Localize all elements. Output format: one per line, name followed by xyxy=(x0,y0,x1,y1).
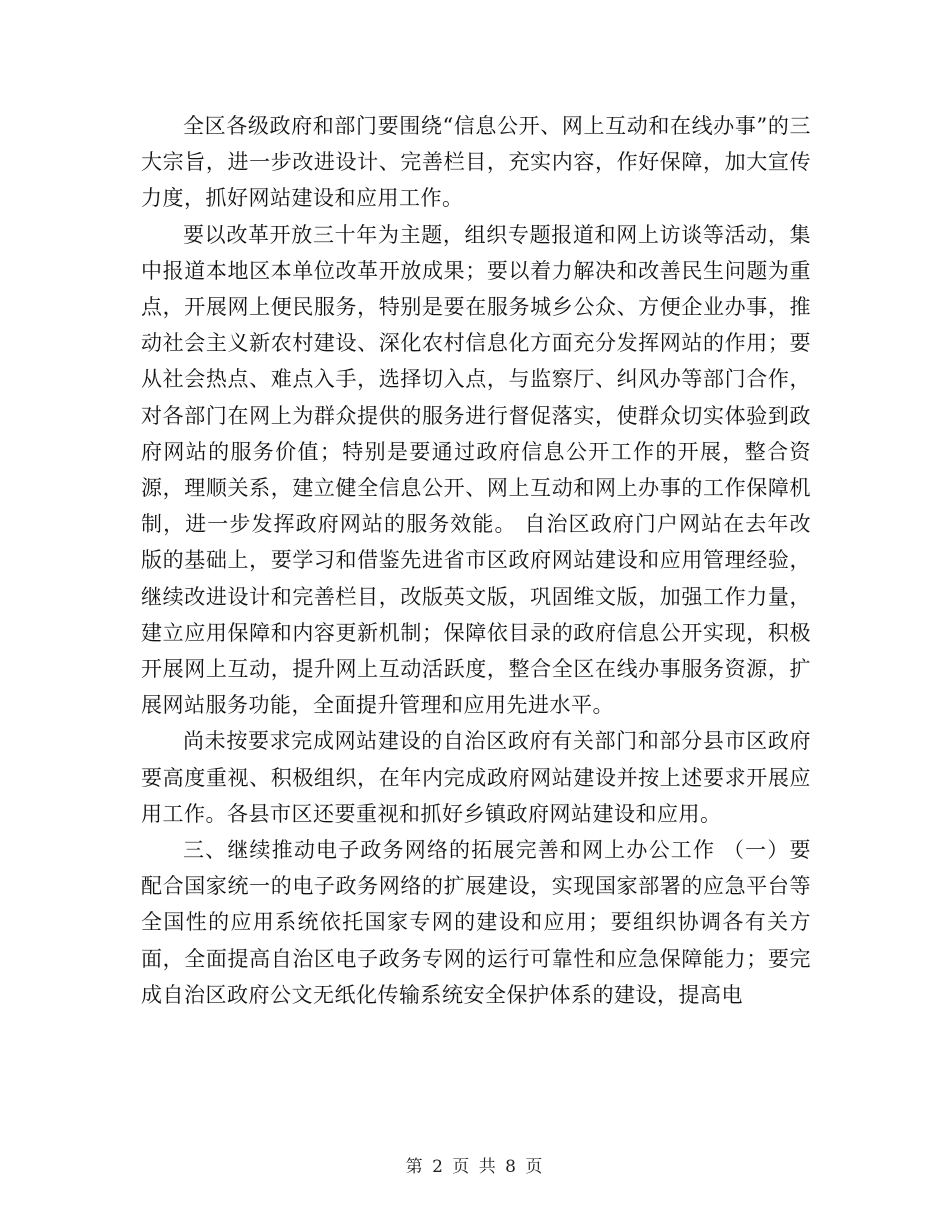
paragraph-4: 三、继续推动电子政务网络的拓展完善和网上办公工作 （一）要配合国家统一的电子政务网络的扩展建设，实现国家部署的应急平台等全国性的应用系统依托国家专网的建设和应用；要组织协调各有关方面，全面提高自治区电子政务专网的运行可靠性和应急保障能力；要完成自治区政府公文无纸化传输系统安全保护体系的建设，提高电 xyxy=(141,838,811,1007)
paragraph-1: 全区各级政府和部门要围绕“信息公开、网上互动和在线办事”的三大宗旨，进一步改进设计、完善栏目，充实内容，作好保障，加大宣传力度，抓好网站建设和应用工作。 xyxy=(141,114,811,211)
document-body xyxy=(141,108,811,1013)
paragraph-2: 要以改革开放三十年为主题，组织专题报道和网上访谈等活动，集中报道本地区本单位改革开放成果；要以着力解决和改善民生问题为重点，开展网上便民服务，特别是要在服务城乡公众、方便企业办事，推动社会主义新农村建设、深化农村信息化方面充分发挥网站的作用；要从社会热点、难点入手，选择切入点，与监察厅、纠风办等部门合作，对各部门在网上为群众提供的服务进行督促落实，使群众切实体验到政府网站的服务价值；特别是要通过政府信息公开工作的开展，整合资源，理顺关系，建立健全信息公开、网上互动和网上办事的工作保障机制，进一步发挥政府网站的服务效能。 自治区政府门户网站在去年改版的基础上，要学习和借鉴先进省市区政府网站建设和应用管理经验，继续改进设计和完善栏目，改版英文版，巩固维文版，加强工作力量，建立应用保障和内容更新机制；保障依目录的政府信息公开实现，积极开展网上互动，提升网上互动活跃度，整合全区在线办事服务资源，扩展网站服务功能，全面提升管理和应用先进水平。 xyxy=(141,222,811,718)
paragraph-3: 尚未按要求完成网站建设的自治区政府有关部门和部分县市区政府要高度重视、积极组织，在年内完成政府网站建设并按上述要求开展应用工作。各县市区还要重视和抓好乡镇政府网站建设和应用。 xyxy=(141,729,811,826)
page-number-footer: 第 2 页 共 8 页 xyxy=(405,1157,545,1177)
